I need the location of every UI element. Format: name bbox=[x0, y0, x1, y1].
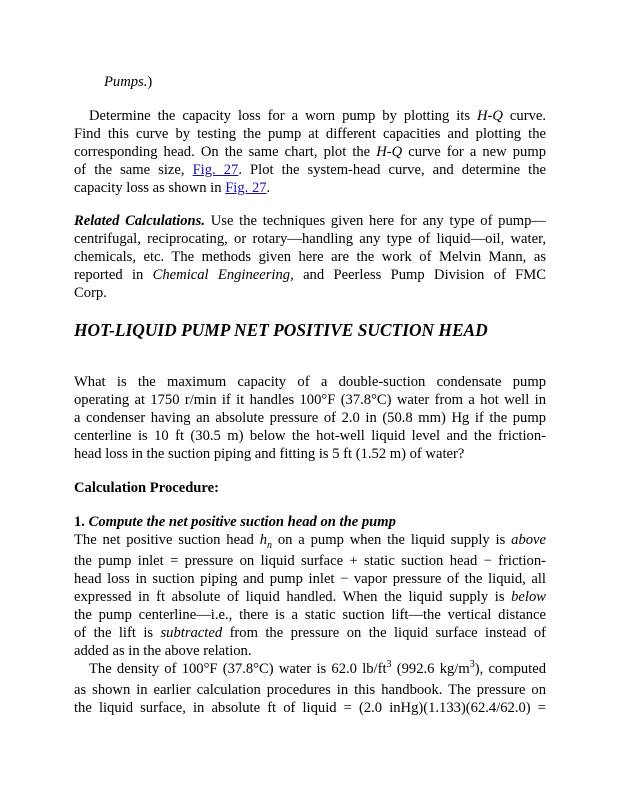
text-run: from the pressure on the liquid surface instead of bbox=[222, 625, 546, 641]
intro-line bbox=[104, 73, 152, 91]
hq-term: H-Q bbox=[477, 108, 503, 124]
fig-27-link[interactable]: Fig. 27 bbox=[192, 162, 239, 178]
text-run: Use the techniques given here for any type of pump— bbox=[205, 213, 546, 229]
text-run: Determine the capacity loss for a worn pump by plotting its bbox=[89, 108, 477, 124]
step1b-line-3: the liquid surface, in absolute ft of liquid = (2.0 inHg)(1.133)(62.4/62.0) = bbox=[74, 700, 546, 716]
step-number: 1. bbox=[74, 514, 89, 530]
problem-line-3: a condenser having an absolute pressure of 2.0 in (50.8 mm) Hg if the pump bbox=[74, 410, 546, 426]
step1-heading bbox=[74, 513, 546, 531]
step1-line-2: the pump inlet = pressure on liquid surface + static suction head − friction- bbox=[74, 553, 546, 569]
related-line-3: chemicals, etc. The methods given here are the work of Melvin Mann, as bbox=[74, 249, 546, 265]
step1-line-1 bbox=[74, 531, 546, 549]
text-run: of the lift is bbox=[74, 625, 161, 641]
text-run: , and Peerless Pump Division of FMC bbox=[290, 267, 546, 283]
related-line-5: Corp. bbox=[74, 285, 107, 301]
related-label: Related Calculations. bbox=[74, 213, 206, 229]
step1-line-6 bbox=[74, 624, 546, 642]
para1-line-2: Find this curve by testing the pump at different capacities and plotting the bbox=[74, 126, 546, 142]
close-paren: ) bbox=[147, 74, 153, 90]
text-run: on a pump when the liquid supply is bbox=[272, 532, 512, 548]
para1-line-1 bbox=[89, 107, 546, 125]
text-run: corresponding head. On the same chart, plot the bbox=[74, 144, 377, 160]
fig-27-link[interactable]: Fig. 27 bbox=[225, 180, 267, 196]
problem-line-4: centerline is 10 ft (30.5 m) below the hot-well liquid level and the friction- bbox=[74, 428, 546, 444]
text-run: of the same size, bbox=[74, 162, 193, 178]
step1b-line-1 bbox=[89, 660, 546, 678]
emphasis-below: below bbox=[511, 589, 546, 605]
problem-line-5: head loss in the suction piping and fitting is 5 ft (1.52 m) of water? bbox=[74, 446, 465, 462]
procedure-label: Calculation Procedure: bbox=[74, 480, 219, 496]
step1-line-3: head loss in suction piping and pump inlet − vapor pressure of the liquid, all bbox=[74, 571, 546, 587]
text-run: ), computed bbox=[474, 661, 546, 677]
text-run: expressed in ft absolute of liquid handled. When the liquid supply is bbox=[74, 589, 512, 605]
problem-line-1: What is the maximum capacity of a double-suction condensate pump bbox=[74, 374, 546, 390]
emphasis-above: above bbox=[511, 532, 546, 548]
related-line-4 bbox=[74, 266, 546, 284]
text-run: capacity loss as shown in bbox=[74, 180, 226, 196]
text-run: . bbox=[266, 180, 271, 196]
emphasis-subtracted: subtracted bbox=[160, 625, 223, 641]
step1-line-7: added as in the above relation. bbox=[74, 643, 252, 659]
text-run: curve for a new pump bbox=[402, 144, 546, 160]
step1-line-4 bbox=[74, 588, 546, 606]
problem-line-2: operating at 1750 r/min if it handles 100°F (37.8°C) water from a hot well in bbox=[74, 392, 546, 408]
step-title: Compute the net positive suction head on the pump bbox=[88, 514, 396, 530]
hq-term: H-Q bbox=[376, 144, 403, 160]
superscript-3: 3 bbox=[386, 659, 392, 671]
step1b-line-2: as shown in earlier calculation procedures in this handbook. The pressure on bbox=[74, 682, 546, 698]
text-run: (992.6 kg/m bbox=[391, 661, 470, 677]
text-run: The density of 100°F (37.8°C) water is 62.0 lb/ft bbox=[89, 661, 387, 677]
para1-line-4 bbox=[74, 161, 546, 179]
subscript-n: n bbox=[267, 539, 272, 551]
text-run: reported in bbox=[74, 267, 153, 283]
superscript-3: 3 bbox=[469, 659, 475, 671]
journal-name: Chemical Engineering bbox=[152, 267, 291, 283]
section-heading: HOT-LIQUID PUMP NET POSITIVE SUCTION HEAD bbox=[74, 320, 488, 340]
step1-line-5: the pump centerline—i.e., there is a static suction lift—the vertical distance bbox=[74, 607, 546, 623]
related-line-1 bbox=[74, 212, 546, 230]
symbol-h: h bbox=[259, 532, 267, 548]
text-run: The net positive suction head bbox=[74, 532, 260, 548]
pumps-fragment: Pumps. bbox=[104, 74, 148, 90]
related-line-2: centrifugal, reciprocating, or rotary—handling any type of liquid—oil, water, bbox=[74, 231, 546, 247]
para1-line-5 bbox=[74, 179, 546, 197]
text-run: curve. bbox=[502, 108, 546, 124]
para1-line-3 bbox=[74, 143, 546, 161]
text-run: . Plot the system-head curve, and determine the bbox=[238, 162, 547, 178]
